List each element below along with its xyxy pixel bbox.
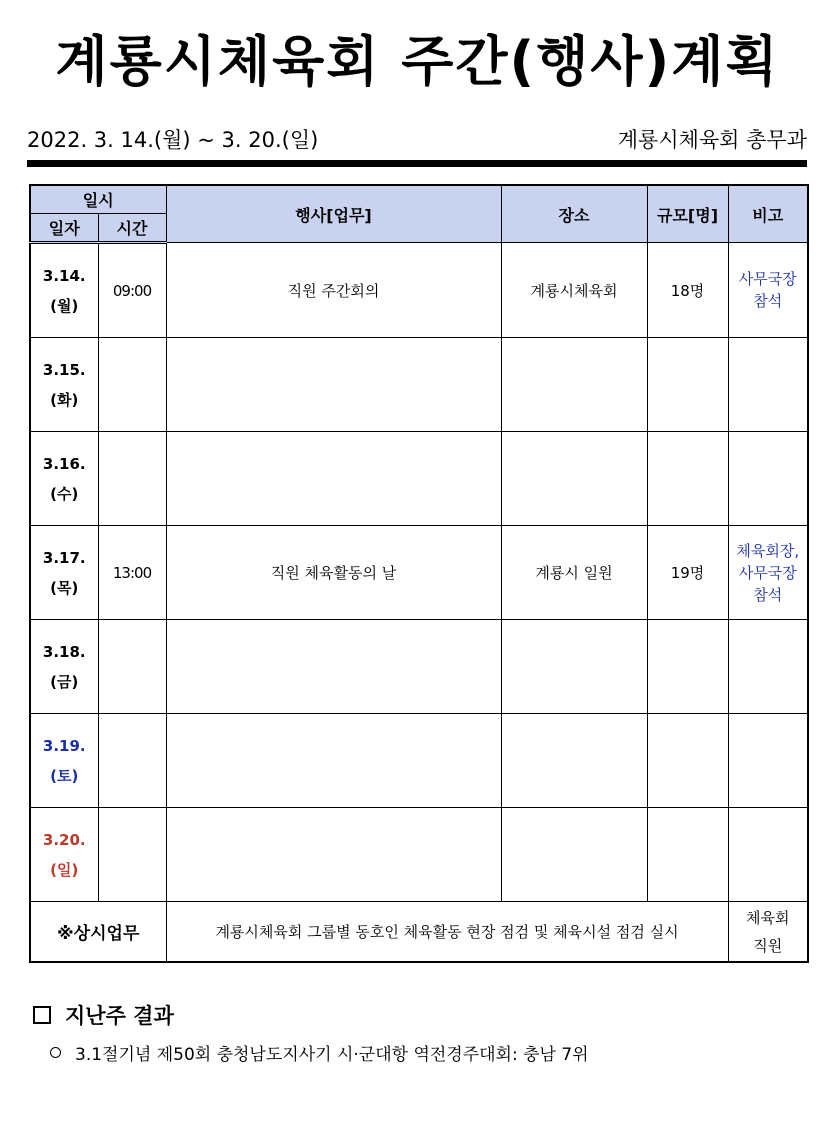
note-cell: 사무국장 참석 <box>728 243 808 338</box>
place-cell <box>501 714 647 808</box>
time-cell: 13:00 <box>98 526 166 620</box>
regular-duty-label: ※상시업무 <box>30 902 166 963</box>
time-cell <box>98 714 166 808</box>
circle-bullet-icon <box>50 1047 61 1058</box>
event-cell <box>166 620 501 714</box>
event-cell: 직원 체육활동의 날 <box>166 526 501 620</box>
event-cell <box>166 714 501 808</box>
date-cell: 3.17. (목) <box>30 526 98 620</box>
meta-line <box>27 122 807 156</box>
event-cell <box>166 432 501 526</box>
scale-cell <box>647 432 728 526</box>
time-cell <box>98 808 166 902</box>
event-cell <box>166 338 501 432</box>
place-cell <box>501 338 647 432</box>
scale-cell: 19명 <box>647 526 728 620</box>
scale-cell <box>647 808 728 902</box>
header-event: 행사[업무] <box>166 185 501 243</box>
scale-cell: 18명 <box>647 243 728 338</box>
title-divider <box>27 160 807 167</box>
table-row <box>30 808 808 902</box>
last-week-heading <box>33 1000 174 1030</box>
table-row <box>30 243 808 338</box>
last-week-heading-text: 지난주 결과 <box>65 1004 174 1028</box>
place-cell <box>501 620 647 714</box>
table-row <box>30 714 808 808</box>
event-cell: 직원 주간회의 <box>166 243 501 338</box>
note-cell <box>728 338 808 432</box>
last-week-item-text: 3.1절기념 제50회 충청남도지사기 시·군대항 역전경주대회: 충남 7위 <box>75 1045 589 1065</box>
checkbox-square-icon <box>33 1006 51 1024</box>
time-cell: 09:00 <box>98 243 166 338</box>
note-cell <box>728 714 808 808</box>
event-cell <box>166 808 501 902</box>
header-note: 비고 <box>728 185 808 243</box>
date-cell: 3.15. (화) <box>30 338 98 432</box>
note-cell: 체육회장, 사무국장 참석 <box>728 526 808 620</box>
regular-duty-note: 체육회 직원 <box>728 902 808 963</box>
time-cell <box>98 432 166 526</box>
department-text: 계룡시체육회 총무과 <box>617 128 807 152</box>
period-text: 2022. 3. 14.(월) ~ 3. 20.(일) <box>27 128 319 152</box>
place-cell: 계룡시체육회 <box>501 243 647 338</box>
list-item <box>50 1040 589 1065</box>
scale-cell <box>647 714 728 808</box>
scale-cell <box>647 338 728 432</box>
date-cell: 3.20. (일) <box>30 808 98 902</box>
header-scale: 규모[명] <box>647 185 728 243</box>
header-datetime: 일시 <box>30 185 166 214</box>
table-row <box>30 526 808 620</box>
regular-duty-text: 계룡시체육회 그룹별 동호인 체육활동 현장 점검 및 체육시설 점검 실시 <box>166 902 728 963</box>
date-cell: 3.14. (월) <box>30 243 98 338</box>
header-date: 일자 <box>30 214 98 243</box>
note-cell <box>728 808 808 902</box>
table-row <box>30 338 808 432</box>
note-cell <box>728 620 808 714</box>
date-cell: 3.19. (토) <box>30 714 98 808</box>
date-cell: 3.18. (금) <box>30 620 98 714</box>
page-title: 계룡시체육회 주간(행사)계획 <box>55 30 780 93</box>
note-cell <box>728 432 808 526</box>
table-row <box>30 620 808 714</box>
place-cell <box>501 808 647 902</box>
scale-cell <box>647 620 728 714</box>
table-row <box>30 432 808 526</box>
place-cell <box>501 432 647 526</box>
regular-duty-row <box>30 902 808 963</box>
place-cell: 계룡시 일원 <box>501 526 647 620</box>
time-cell <box>98 620 166 714</box>
header-place: 장소 <box>501 185 647 243</box>
time-cell <box>98 338 166 432</box>
date-cell: 3.16. (수) <box>30 432 98 526</box>
header-time: 시간 <box>98 214 166 243</box>
weekly-plan-table <box>29 184 809 963</box>
